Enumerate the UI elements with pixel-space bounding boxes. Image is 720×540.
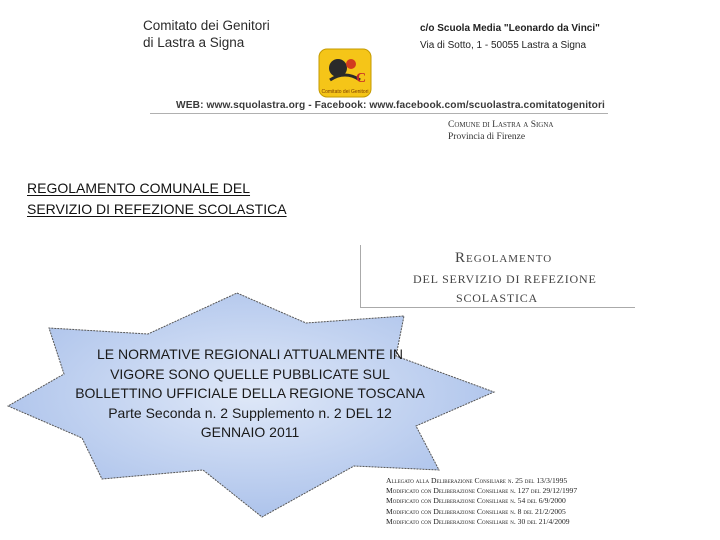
school-line-2: Via di Sotto, 1 - 50055 Lastra a Signa <box>420 40 587 51</box>
regolamento-line-3: SCOLASTICA <box>456 291 539 305</box>
svg-text:C: C <box>356 71 367 86</box>
document-title <box>27 178 287 220</box>
regolamento-heading: Regolamento <box>455 250 553 266</box>
deliberation-item: Modificato con Deliberazione Consiliare n. 8 del 21/2/2005 <box>386 506 566 516</box>
title-line-2: SERVIZIO DI REFEZIONE SCOLASTICA <box>27 201 287 217</box>
committee-line-2: di Lastra a Signa <box>143 35 245 50</box>
committee-line-1: Comitato dei Genitori <box>143 18 270 33</box>
starburst-text <box>60 345 440 443</box>
comune-name: Comune di Lastra a Signa <box>448 120 554 130</box>
province-name: Provincia di Firenze <box>448 132 526 142</box>
star-line-5: GENNAIO 2011 <box>200 424 300 441</box>
school-line-1: c/o Scuola Media "Leonardo da Vinci" <box>420 23 600 34</box>
star-line-4: Parte Seconda n. 2 Supplemento n. 2 DEL 12 <box>108 404 392 421</box>
deliberation-item: Modificato con Deliberazione Consiliare n. 54 del 6/9/2000 <box>386 496 566 506</box>
title-line-1: REGOLAMENTO COMUNALE DEL <box>27 180 251 196</box>
deliberation-item: Modificato con Deliberazione Consiliare n. 30 del 21/4/2009 <box>386 516 570 526</box>
school-address <box>420 20 600 54</box>
star-line-3: BOLLETTINO UFFICIALE DELLA REGIONE TOSCANA <box>75 385 425 402</box>
star-line-1: LE NORMATIVE REGIONALI ATTUALMENTE IN <box>97 346 403 362</box>
star-line-2: VIGORE SONO QUELLE PUBBLICATE SUL <box>110 365 390 382</box>
web-links: WEB: www.squolastra.org - Facebook: www.facebook.com/scuolastra.comitatogenitori <box>176 100 605 111</box>
deliberation-item: Modificato con Deliberazione Consiliare n. 127 del 29/12/1997 <box>386 486 578 496</box>
deliberation-list <box>386 476 577 527</box>
committee-logo <box>318 48 372 98</box>
header-divider <box>150 113 608 114</box>
comune-block <box>448 119 553 143</box>
logo-caption: Comitato dei Genitori <box>321 89 369 95</box>
deliberation-item: Allegato alla Deliberazione Consiliare n. 25 del 13/3/1995 <box>386 476 568 485</box>
committee-name <box>143 17 270 51</box>
regolamento-line-2: DEL SERVIZIO DI REFEZIONE <box>413 272 597 286</box>
